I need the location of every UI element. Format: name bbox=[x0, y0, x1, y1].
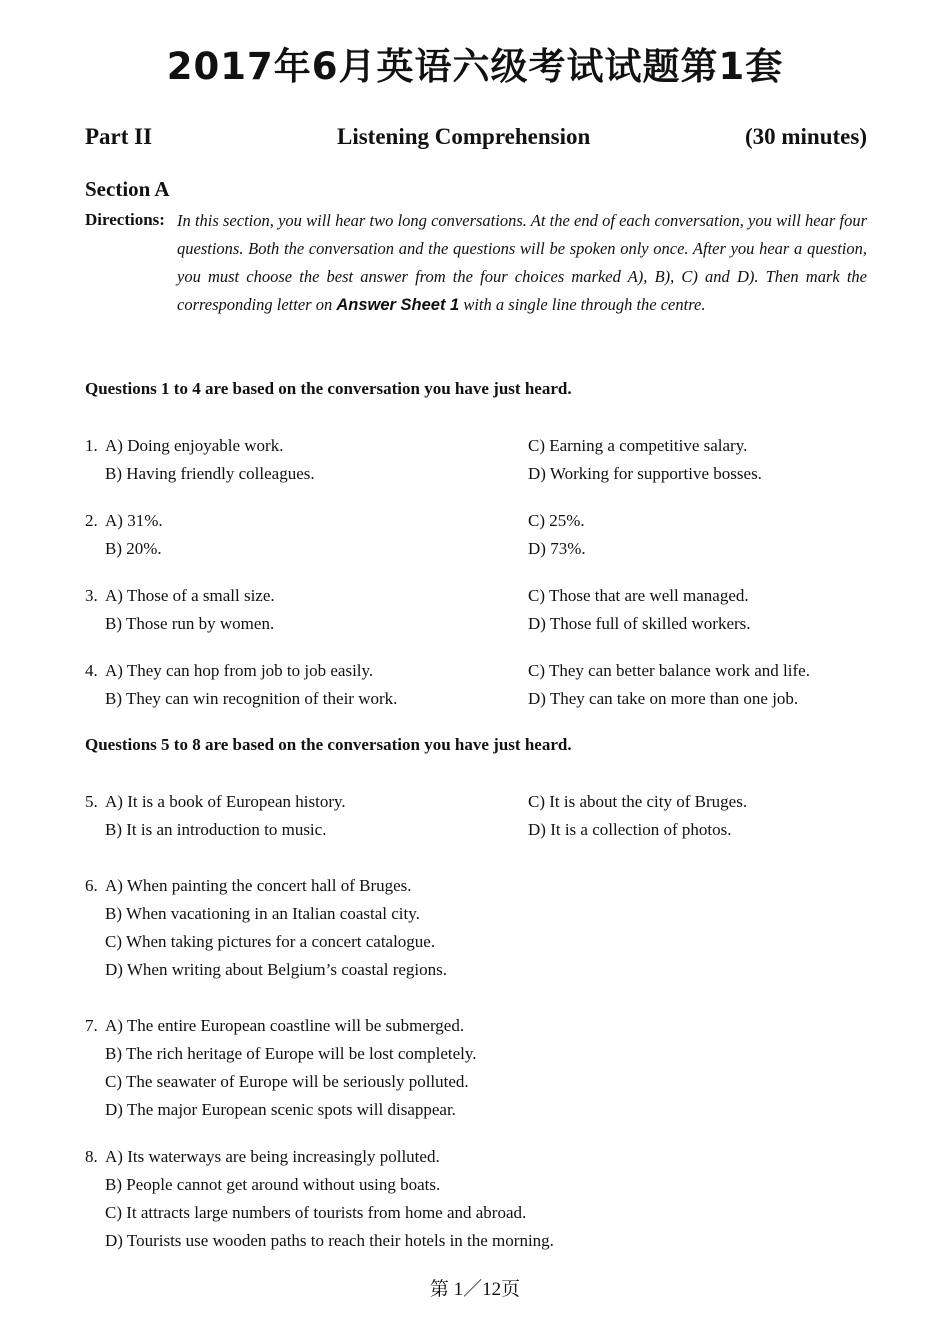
option-d: D) Those full of skilled workers. bbox=[528, 614, 751, 633]
part-label: Part II bbox=[85, 124, 153, 149]
option-b: B) Those run by women. bbox=[105, 614, 275, 633]
option-a: A) Those of a small size. bbox=[105, 586, 275, 605]
option-a: A) Doing enjoyable work. bbox=[105, 436, 284, 455]
question-number: 4. bbox=[85, 661, 98, 680]
option-d: D) They can take on more than one job. bbox=[528, 689, 799, 708]
group-heading-1: Questions 1 to 4 are based on the conversation you have just heard. bbox=[85, 379, 572, 398]
option-a: A) The entire European coastline will be submerged. bbox=[105, 1016, 465, 1035]
page-title: 2017年6月英语六级考试试题第1套 bbox=[166, 45, 784, 88]
option-d: D) It is a collection of photos. bbox=[528, 820, 732, 839]
option-b: B) 20%. bbox=[105, 539, 162, 558]
option-d: D) Tourists use wooden paths to reach their hotels in the morning. bbox=[105, 1231, 554, 1250]
option-c: C) It attracts large numbers of tourists from home and abroad. bbox=[105, 1203, 527, 1222]
directions-text bbox=[177, 207, 867, 319]
part-time: (30 minutes) bbox=[744, 124, 867, 149]
question-number: 3. bbox=[85, 586, 98, 605]
option-c: C) Those that are well managed. bbox=[528, 586, 749, 605]
option-a: A) When painting the concert hall of Bruges. bbox=[105, 876, 412, 895]
option-c: C) It is about the city of Bruges. bbox=[528, 792, 748, 811]
option-c: C) They can better balance work and life. bbox=[528, 661, 810, 680]
option-b: B) When vacationing in an Italian coastal city. bbox=[105, 904, 420, 923]
option-a: A) They can hop from job to job easily. bbox=[105, 661, 374, 680]
option-a: A) 31%. bbox=[105, 511, 163, 530]
question-number: 6. bbox=[85, 876, 98, 895]
group-heading-2: Questions 5 to 8 are based on the conversation you have just heard. bbox=[85, 735, 572, 754]
question-number: 1. bbox=[85, 436, 98, 455]
option-d: D) 73%. bbox=[528, 539, 586, 558]
option-c: C) When taking pictures for a concert catalogue. bbox=[105, 932, 436, 951]
page-number: 第 1／12页 bbox=[429, 1279, 521, 1300]
question-number: 8. bbox=[85, 1147, 98, 1166]
option-b: B) People cannot get around without using boats. bbox=[105, 1175, 441, 1194]
option-b: B) Having friendly colleagues. bbox=[105, 464, 315, 483]
option-a: A) It is a book of European history. bbox=[105, 792, 346, 811]
question-number: 5. bbox=[85, 792, 98, 811]
option-a: A) Its waterways are being increasingly polluted. bbox=[105, 1147, 440, 1166]
option-c: C) Earning a competitive salary. bbox=[528, 436, 748, 455]
directions-label: Directions: bbox=[85, 210, 165, 229]
directions-text-after: with a single line through the centre. bbox=[459, 295, 706, 314]
answer-sheet-label: Answer Sheet 1 bbox=[336, 296, 460, 314]
option-b: B) They can win recognition of their work. bbox=[105, 689, 398, 708]
option-d: D) The major European scenic spots will disappear. bbox=[105, 1100, 456, 1119]
section-heading: Section A bbox=[85, 177, 170, 201]
question-number: 2. bbox=[85, 511, 98, 530]
option-d: D) Working for supportive bosses. bbox=[528, 464, 762, 483]
option-d: D) When writing about Belgium’s coastal regions. bbox=[105, 960, 447, 979]
question-number: 7. bbox=[85, 1016, 98, 1035]
option-b: B) It is an introduction to music. bbox=[105, 820, 327, 839]
directions-text-before: In this section, you will hear two long conversations. At the end of each conversation, you will hear four questions. Both the conversation and the questions will be spoken only once. After you hear a question, you must choose the best answer from the four choices marked A), B), C) and D). Then mark the corresponding letter on bbox=[177, 211, 867, 314]
option-b: B) The rich heritage of Europe will be lost completely. bbox=[105, 1044, 477, 1063]
option-c: C) The seawater of Europe will be seriously polluted. bbox=[105, 1072, 469, 1091]
option-c: C) 25%. bbox=[528, 511, 585, 530]
part-name: Listening Comprehension bbox=[337, 124, 591, 149]
